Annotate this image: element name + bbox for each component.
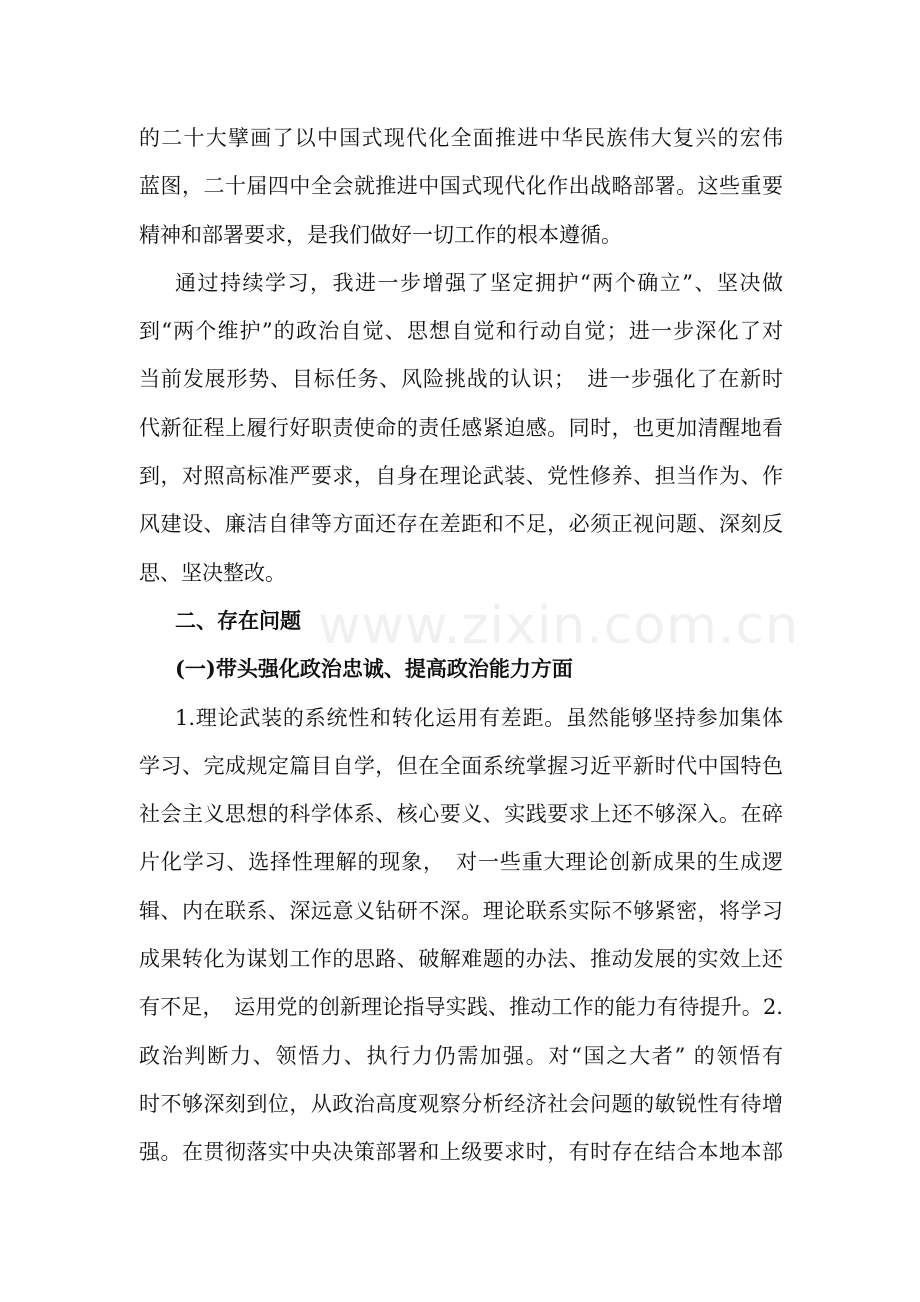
text-line: 1.理论武装的系统性和转化运用有差距。虽然能够坚持参加集体 — [175, 705, 783, 730]
text-line: 通过持续学习，我进一步增强了坚定拥护“两个确立”、坚决做 — [175, 270, 783, 295]
section-heading: 二、存在问题 — [175, 607, 301, 633]
section-heading: (一)带头强化政治忠诚、提高政治能力方面 — [175, 656, 573, 682]
text-line: 政治判断力、领悟力、执行力仍需加强。对“国之大者” 的领悟有 — [139, 1043, 783, 1068]
text-line: 辑、内在联系、深远意义钻研不深。理论联系实际不够紧密，将学习 — [139, 898, 783, 923]
text-line: 到，对照高标准严要求，自身在理论武装、党性修养、担当作为、作 — [139, 464, 783, 489]
text-line: 到“两个维护”的政治自觉、思想自觉和行动自觉；进一步深化了对 — [139, 319, 783, 344]
text-line: 成果转化为谋划工作的思路、破解难题的办法、推动发展的实效上还 — [139, 947, 783, 972]
text-line: 学习、完成规定篇目自学，但在全面系统掌握习近平新时代中国特色 — [139, 753, 783, 778]
text-line: 精神和部署要求，是我们做好一切工作的根本遵循。 — [139, 222, 622, 247]
text-line: 社会主义思想的科学体系、核心要义、实践要求上还不够深入。在碎 — [139, 802, 783, 827]
watermark: www.zixin.com.cn — [318, 596, 799, 656]
text-line: 片化学习、选择性理解的现象， 对一些重大理论创新成果的生成逻 — [139, 850, 783, 875]
text-line: 的二十大擘画了以中国式现代化全面推进中华民族伟大复兴的宏伟 — [139, 126, 783, 150]
text-line: 风建设、廉洁自律等方面还存在差距和不足，必须正视问题、深刻反 — [139, 512, 783, 537]
document-body — [139, 114, 783, 1177]
text-line: 代新征程上履行好职责使命的责任感紧迫感。同时，也更加清醒地看 — [139, 415, 783, 440]
text-line: 强。在贯彻落实中央决策部署和上级要求时，有时存在结合本地本部 — [139, 1140, 783, 1165]
text-line: 思、坚决整改。 — [139, 560, 286, 585]
text-line: 当前发展形势、目标任务、风险挑战的认识； 进一步强化了在新时 — [139, 367, 783, 392]
text-line: 有不足， 运用党的创新理论指导实践、推动工作的能力有待提升。2. — [139, 995, 783, 1020]
text-line: 蓝图，二十届四中全会就推进中国式现代化作出战略部署。这些重要 — [139, 174, 783, 199]
text-line: 时不够深刻到位，从政治高度观察分析经济社会问题的敏锐性有待增 — [139, 1091, 783, 1116]
